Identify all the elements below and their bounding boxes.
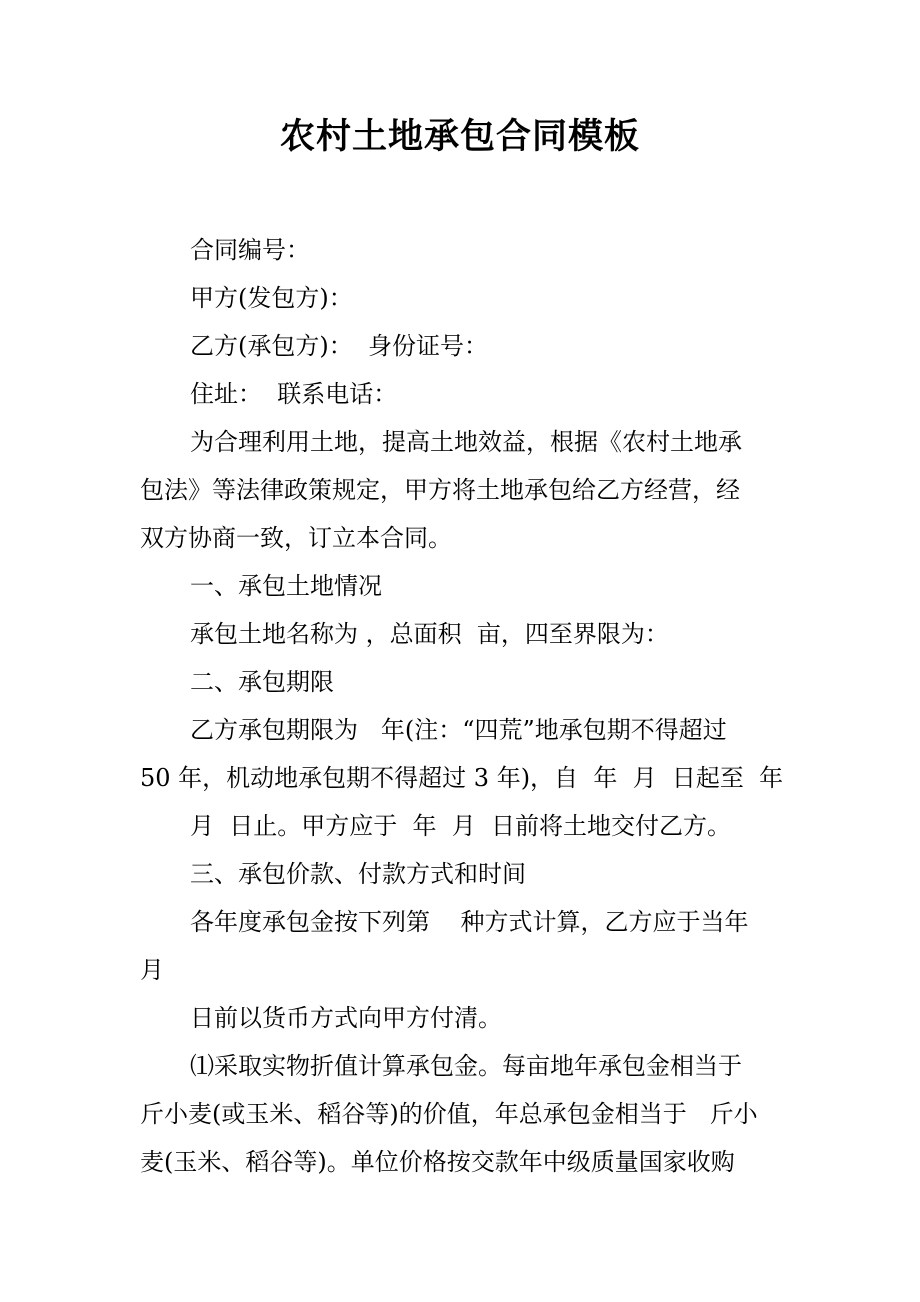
section-heading: 一、承包土地情况 (190, 572, 382, 600)
section-text-line: 月 日止。甲方应于 年 月 日前将土地交付乙方。 (190, 812, 732, 840)
item-text-line: 斤小麦(或玉米、稻谷等)的价值，年总承包金相当于 斤小 (140, 1100, 758, 1128)
section-text-line: 月 (140, 956, 164, 984)
party-a-field: 甲方(发包方)： (190, 284, 353, 312)
party-b-field: 乙方(承包方)： 身份证号： (190, 332, 488, 360)
section-heading: 二、承包期限 (190, 668, 334, 696)
section-text-line: 50 年，机动地承包期不得超过 3 年)，自 年 月 日起至 年 (140, 764, 784, 792)
document-body (140, 226, 782, 1186)
contract-number-field: 合同编号： (190, 236, 310, 264)
section-text-line: 日前以货币方式向甲方付清。 (190, 1004, 502, 1032)
section-text-line: 各年度承包金按下列第 种方式计算，乙方应于当年 (190, 908, 749, 936)
preamble-line: 为合理利用土地，提高土地效益，根据《农村土地承 (190, 428, 742, 456)
address-field: 住址： 联系电话： (190, 380, 398, 408)
preamble-line: 包法》等法律政策规定，甲方将土地承包给乙方经营，经 (140, 476, 740, 504)
item-text-line: 麦(玉米、稻谷等)。单位价格按交款年中级质量国家收购 (140, 1148, 735, 1176)
document-title: 农村土地承包合同模板 (279, 116, 640, 157)
section-text: 承包土地名称为 ，总面积 亩，四至界限为： (190, 620, 669, 648)
preamble-line: 双方协商一致，订立本合同。 (140, 524, 452, 552)
section-heading: 三、承包价款、付款方式和时间 (190, 860, 526, 888)
section-text-line: 乙方承包期限为 年(注：“四荒”地承包期不得超过 (190, 716, 727, 744)
item-text-line: ⑴采取实物折值计算承包金。每亩地年承包金相当于 (190, 1052, 742, 1080)
